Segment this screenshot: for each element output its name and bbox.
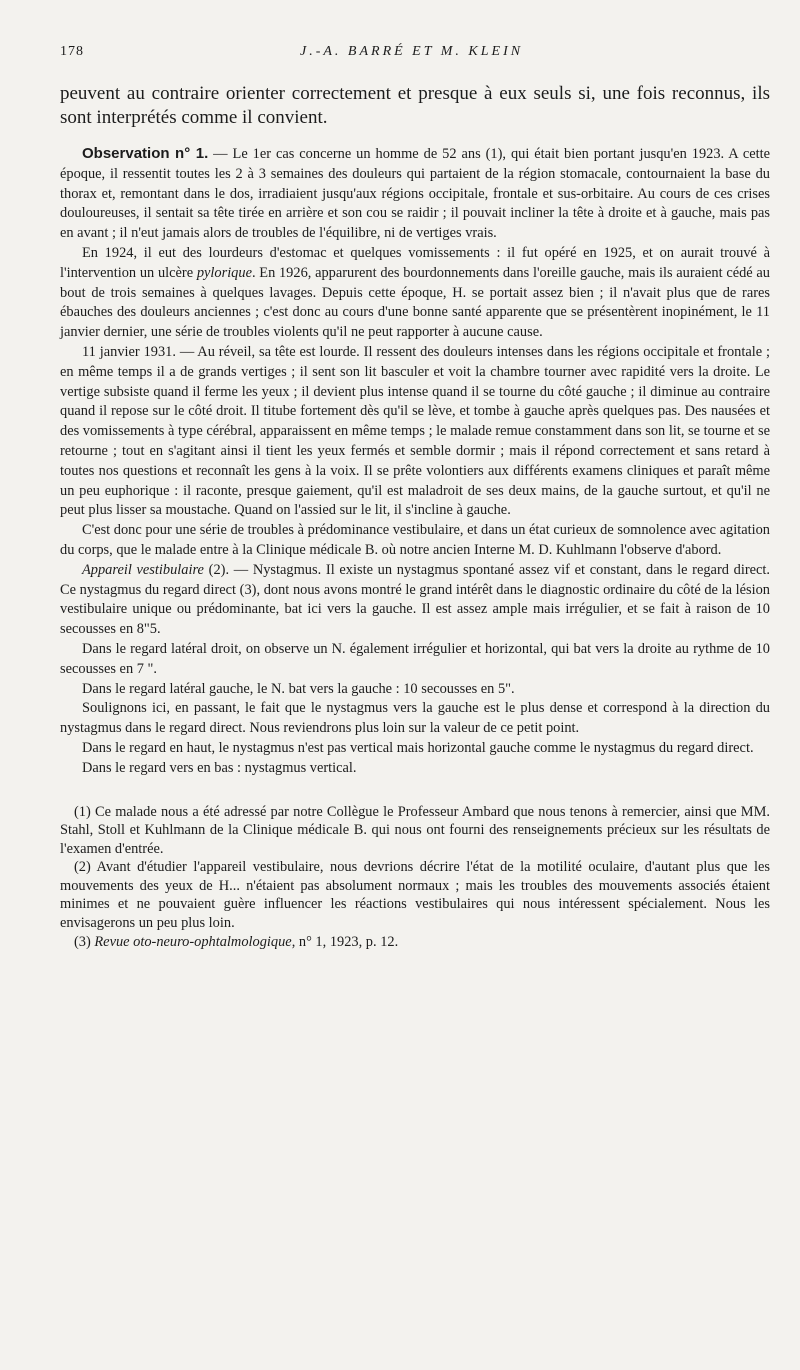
paragraph-1924 (60, 244, 770, 343)
text-run: , n° 1, 1923, p. 12. (291, 933, 399, 950)
observation-paragraph (60, 144, 770, 244)
section-label: Appareil vestibulaire (82, 561, 204, 578)
paragraph-summary: C'est donc pour une série de troubles à prédominance vestibulaire, et dans un état curieux de somnolence avec agitation du corps, que le malade entre à la Clinique médicale B. où notre ancien Interne M. D. Kuhlmann l'observe d'abord. (60, 522, 770, 558)
footnote-2: (2) Avant d'étudier l'appareil vestibulaire, nous devrions décrire l'état de la motilité oculaire, d'autant plus que les mouvements des yeux de H... n'étaient pas absolument normaux ; mais les troubles des mouvements associés étaient minimes et ne pouvaient guère influencer les réactions vestibulaires qui nous intéressent spécialement. Nous les envisagerons un peu plus loin. (60, 859, 770, 932)
running-head: J.-A. BARRÉ ET M. KLEIN (300, 44, 524, 59)
paragraph-note: Soulignons ici, en passant, le fait que le nystagmus vers la gauche est le plus dense et correspond à la direction du nystagmus dans le regard direct. Nous reviendrons plus loin sur la valeur de ce petit point. (60, 700, 770, 737)
paragraph-1931: 11 janvier 1931. — Au réveil, sa tête est lourde. Il ressent des douleurs intenses dans les régions occipitale et frontale ; en même temps il a de grands vertiges ; il sent son lit basculer et voit la chambre tourner avec rapidité vers la droite. Le vertige subsiste quand il ferme les yeux ; il devient plus intense quand il se tourne du côté gauche ; il diminue au contraire quand il repose sur le côté droit. Il titube fortement dès qu'il se lève, et tombe à gauche après quelques pas. Des nausées et des vomissements à type cérébral, apparaissent en même temps ; le malade remue constamment dans son lit, se tourne et se retourne ; tout en s'agitant ainsi il tient les yeux fermés et semble dormir ; mais il répond correctement et sans retard à toutes nos questions et reconnaît les gens à la voix. Il se prête volontiers aux différents examens cliniques et paraît même un peu euphorique : il raconte, presque gaiement, qu'il est maladroit de ses deux mains, de la gauche surtout, et qu'il ne peut plus lisser sa moustache. Quand on l'assied sur le lit, il s'incline à gauche. (60, 343, 770, 519)
italic-term: pylorique (196, 264, 252, 281)
text-run: . En 1926, apparurent des bourdonnements dans l'oreille gauche, mais ils auraient cédé au bout de trois semaines à quelques lavages. Depuis cette époque, H. se portait assez bien ; il n'avait plus que de rares ébauches des douleurs anciennes ; c'est donc au cours d'une bonne santé apparente que se présentèrent inopinément, le 11 janvier dernier, une série de troubles violents qu'il ne peut rapporter à aucune cause. (60, 264, 770, 341)
footnote-3 (60, 933, 770, 952)
page-number: 178 (60, 44, 84, 59)
paragraph-left-gaze: Dans le regard latéral gauche, le N. bat vers la gauche : 10 secousses en 5". (82, 680, 515, 697)
article-body (60, 144, 770, 779)
footnote-1: (1) Ce malade nous a été adressé par notre Collègue le Professeur Ambard que nous tenons à remercier, ainsi que MM. Stahl, Stoll et Kuhlmann de la Clinique médicale B. qui nous ont fourni des renseignements précieux sur les résultats de l'examen d'entrée. (60, 803, 770, 857)
observation-title: Observation n° 1. (82, 145, 209, 162)
page-header (60, 44, 770, 70)
text-run: (3) (74, 933, 95, 950)
text-run: (2). — Nystagmus. Il existe un nystagmus spontané assez vif et constant, dans le regard direct. Ce nystagmus du regard direct (3), dont nous avons montré le grand intérêt dans le diagnostic ordinaire du côté de la lésion vestibulaire unique ou prédominante, bat ici vers la gauche. Il est assez ample mais irrégulier, et se fait à raison de 10 secousses en 8"5. (60, 561, 770, 638)
intro-paragraph: peuvent au contraire orienter correctement et presque à eux seuls si, une fois reconnus, ils sont interprétés comme il convient. (60, 83, 770, 128)
paragraph-down-gaze: Dans le regard vers en bas : nystagmus vertical. (82, 759, 357, 776)
paragraph-up-gaze: Dans le regard en haut, le nystagmus n'est pas vertical mais horizontal gauche comme le nystagmus du regard direct. (82, 739, 754, 756)
text-run: En 1924, il eut des lourdeurs d'estomac et quelques vomissements : il fut opéré en 1925, et on aurait trouvé à l'intervention un ulcère (60, 244, 770, 281)
observation-text: — Le 1er cas concerne un homme de 52 ans (1), qui était bien portant jusqu'en 1923. A cette époque, il ressentit toutes les 2 à 3 semaines des douleurs qui partaient de la région stomacale, contournaient la base du thorax et, remontant dans le dos, irradiaient jusqu'aux régions occipitale, frontale et sus-orbitaire. Au cours de ces crises douloureuses, il sentait sa tête tirée en arrière et son cou se raidir ; il pouvait incliner la tête à droite et à gauche, mais pas en avant ; il n'eut jamais alors de troubles de l'équilibre, ni de vertiges vrais. (60, 146, 770, 242)
journal-title: Revue oto-neuro-ophtalmologique (94, 933, 292, 950)
paragraph-vestibular (60, 561, 770, 640)
paragraph-right-gaze: Dans le regard latéral droit, on observe un N. également irrégulier et horizontal, qui bat vers la droite au rythme de 10 secousses en 7 ". (60, 640, 770, 677)
footnotes (60, 803, 770, 952)
